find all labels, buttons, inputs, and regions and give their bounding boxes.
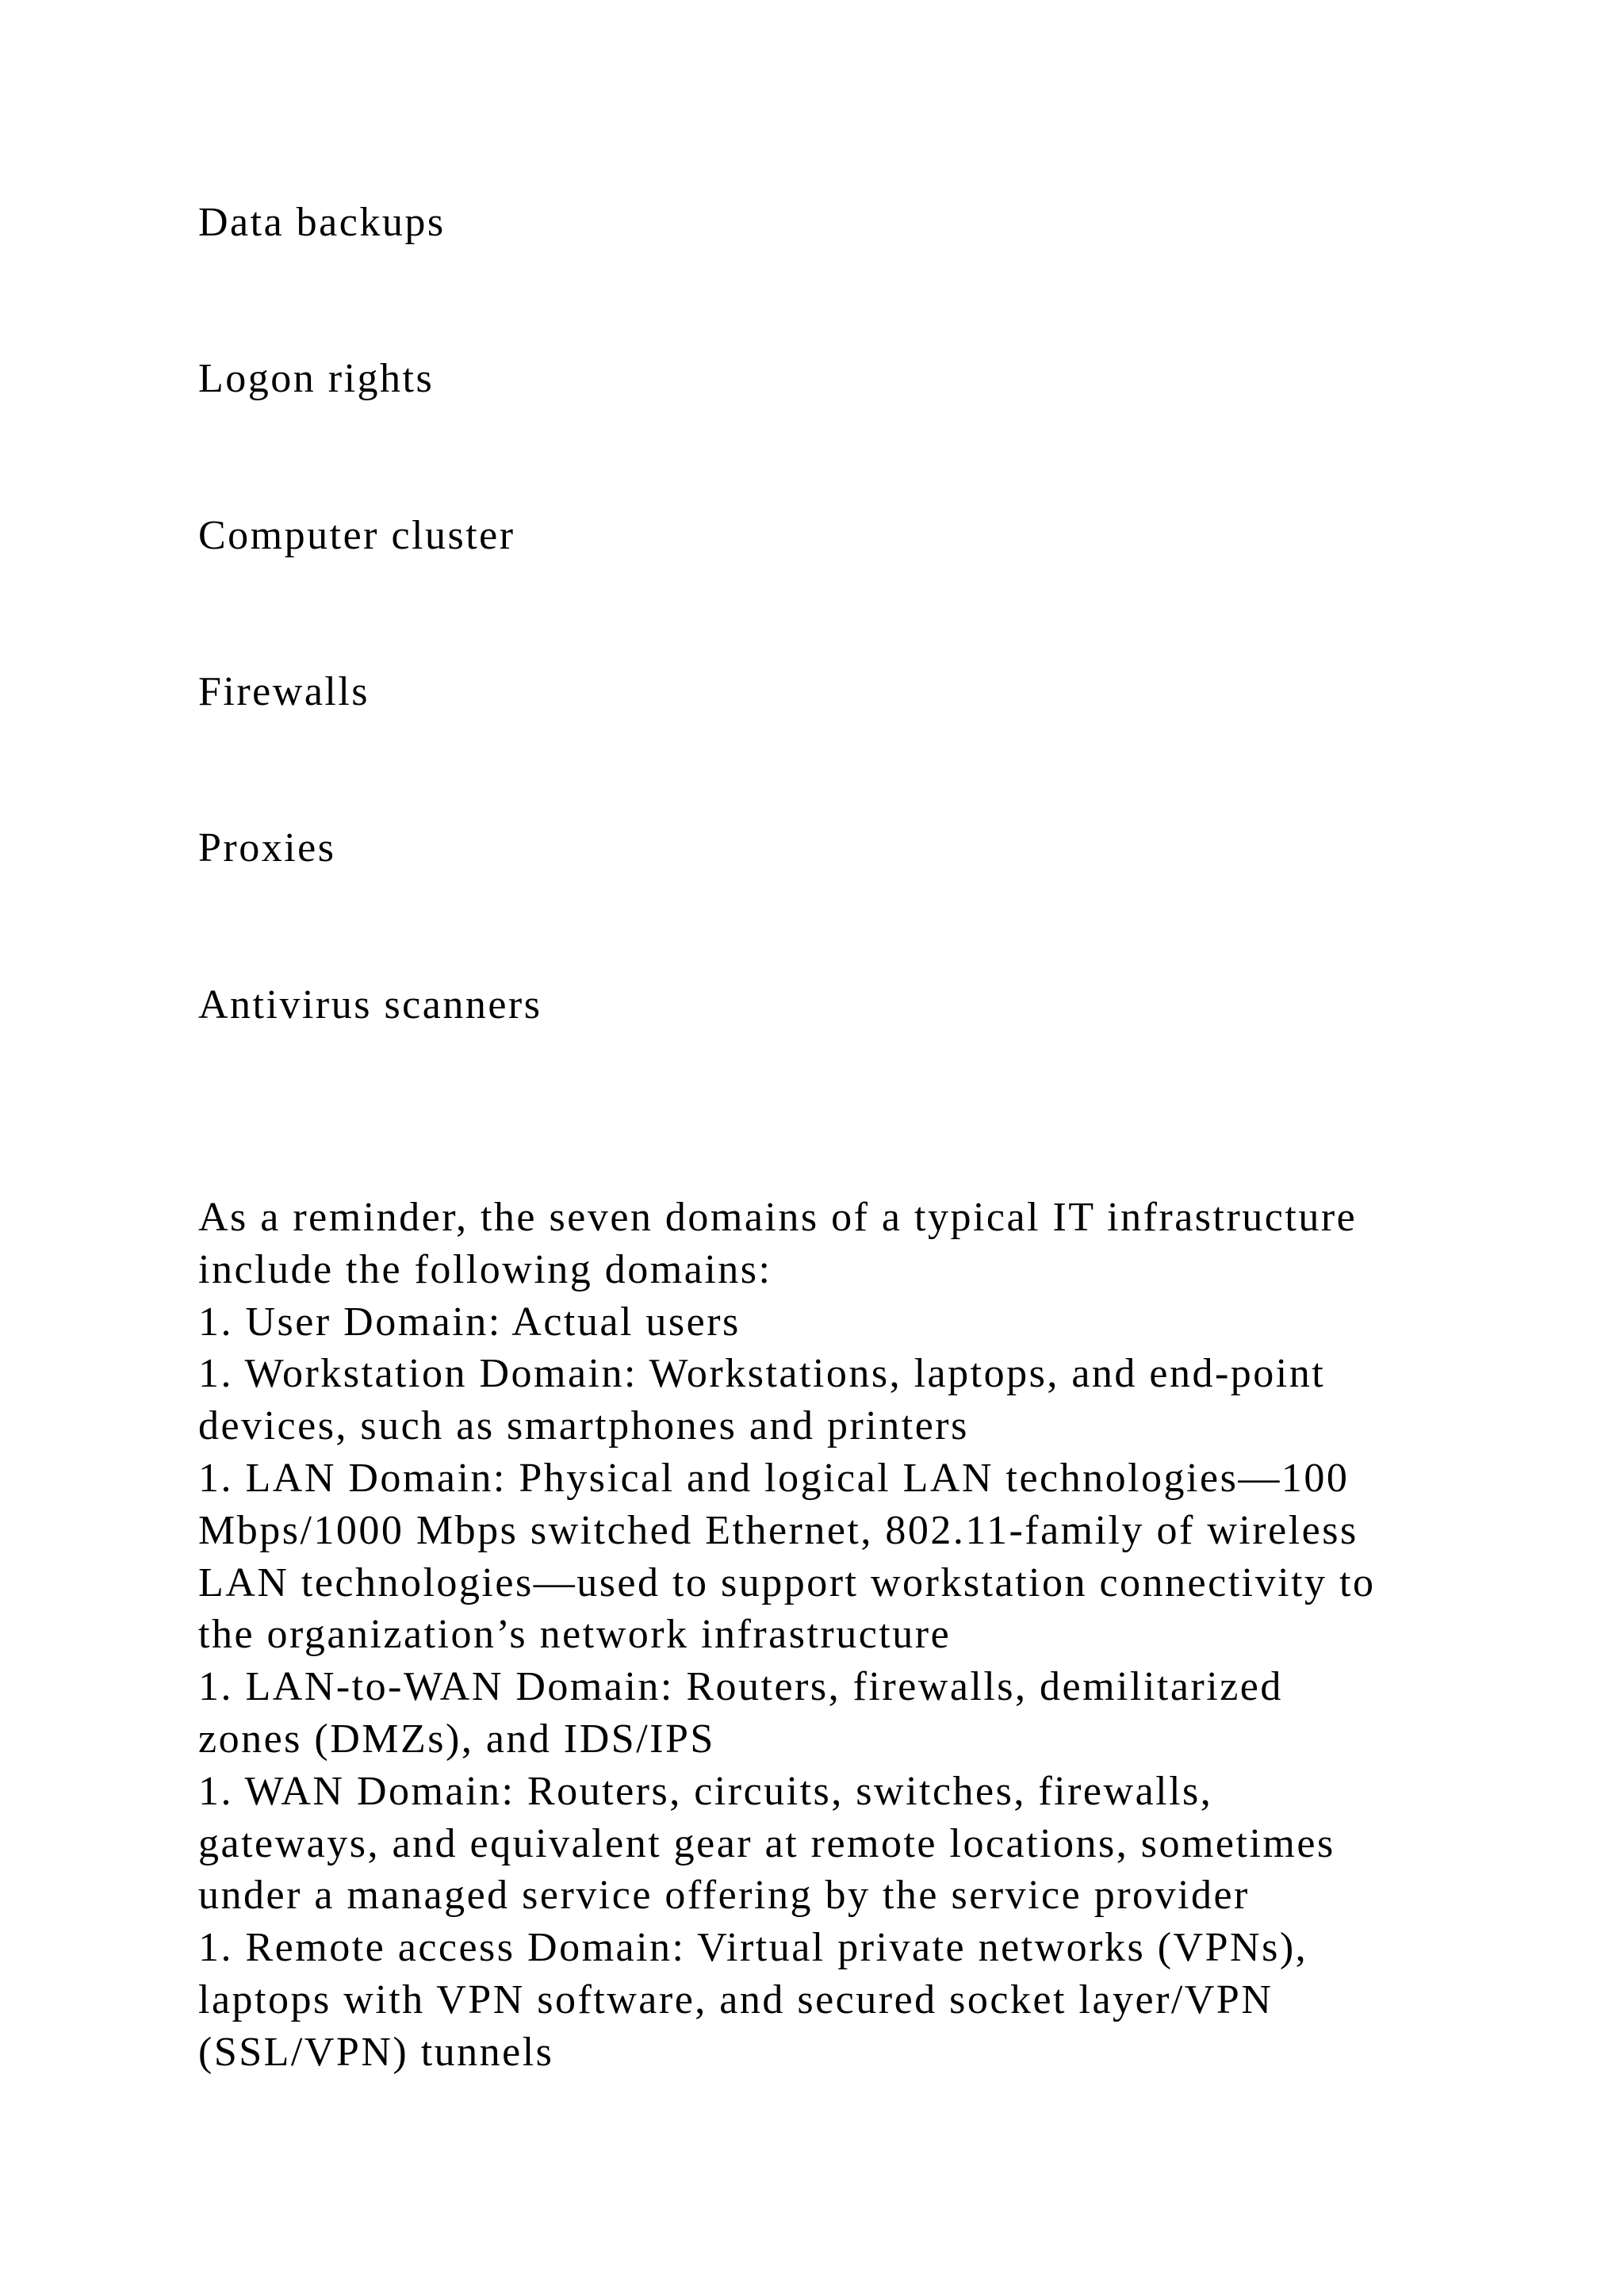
list-item-computer-cluster: Computer cluster	[198, 513, 515, 558]
text-line: Mbps/1000 Mbps switched Ethernet, 802.11-family of wireless	[198, 1507, 1358, 1553]
list-item-data-backups: Data backups	[198, 200, 446, 245]
text-line: 1. WAN Domain: Routers, circuits, switches, firewalls,	[198, 1768, 1213, 1814]
text-line: 1. LAN Domain: Physical and logical LAN technologies—100	[198, 1455, 1350, 1501]
text-line: gateways, and equivalent gear at remote locations, sometimes	[198, 1820, 1335, 1866]
text-line: devices, such as smartphones and printers	[198, 1403, 969, 1449]
list-item-firewalls: Firewalls	[198, 669, 370, 714]
text-line: As a reminder, the seven domains of a typical IT infrastructure	[198, 1195, 1358, 1240]
text-line: include the following domains:	[198, 1246, 772, 1292]
text-line: 1. User Domain: Actual users	[198, 1299, 741, 1345]
text-line: under a managed service offering by the service provider	[198, 1873, 1250, 1919]
text-line: LAN technologies—used to support workstation connectivity to	[198, 1559, 1376, 1605]
text-line: (SSL/VPN) tunnels	[198, 2029, 554, 2075]
list-item-logon-rights: Logon rights	[198, 356, 435, 401]
text-line: 1. LAN-to-WAN Domain: Routers, firewalls, demilitarized	[198, 1664, 1283, 1710]
list-item-antivirus-scanners: Antivirus scanners	[198, 982, 542, 1027]
list-item-proxies: Proxies	[198, 825, 336, 871]
text-line: zones (DMZs), and IDS/IPS	[198, 1716, 715, 1762]
text-line: laptops with VPN software, and secured socket layer/VPN	[198, 1976, 1274, 2022]
domains-paragraph	[198, 1192, 1546, 2079]
text-line: the organization’s network infrastructure	[198, 1612, 952, 1658]
text-line: 1. Remote access Domain: Virtual private networks (VPNs),	[198, 1925, 1308, 1971]
text-line: 1. Workstation Domain: Workstations, laptops, and end-point	[198, 1351, 1326, 1397]
